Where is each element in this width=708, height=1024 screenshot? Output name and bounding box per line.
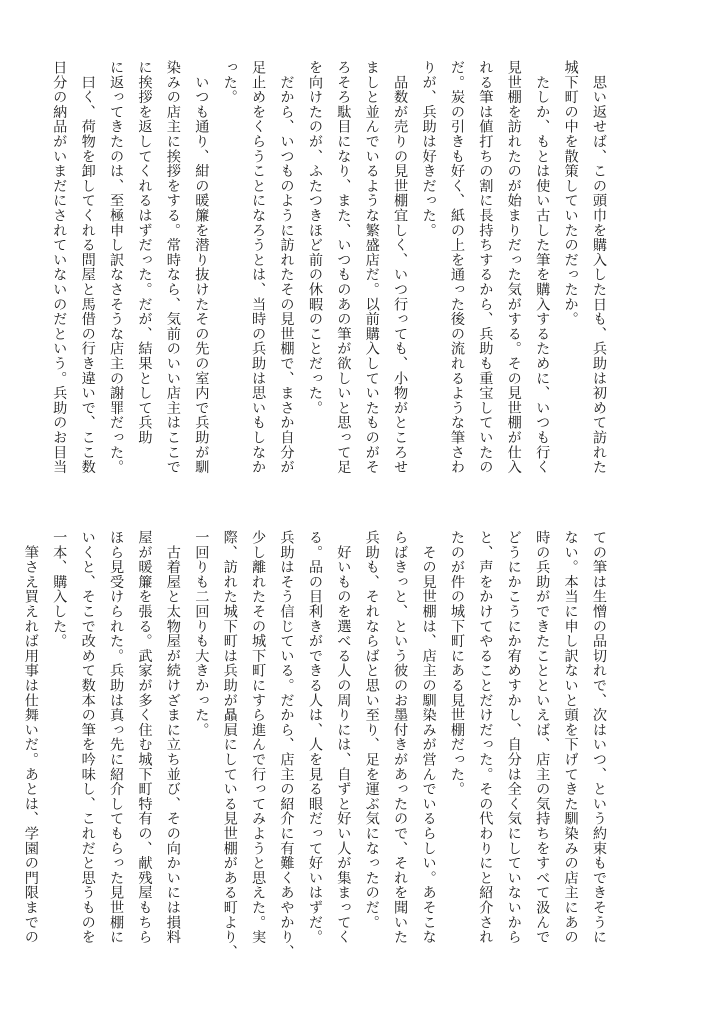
text-line: 時の兵助ができたことといえば、店主の気持ちをすべて汲んで [534,530,551,945]
text-line: と、声をかけてやることだけだった。その代わりにと紹介され [477,530,494,945]
text-line: れる筆は値打ちの割に長持ちするから、兵助も重宝していたの [477,60,494,475]
text-line: った。 [221,60,238,105]
text-line: 古着屋と太物屋が続けざまに立ち並び、その向かいには損料 [164,530,181,945]
text-line: る。品の目利きができる人は、人を見る眼だって好いはずだ。 [306,530,323,945]
text-line: ての筆は生憎の品切れで、次はいつ、という約束もできそうに [591,530,607,945]
text-line: 一回りも二回りも大きかった。 [193,530,210,738]
text-line: 一本、購入した。 [51,530,68,649]
text-line: 好いものを選べる人の周りには、自ずと好い人が集まってく [335,530,352,945]
text-line: 曰く、荷物を卸してくれる問屋と馬借の行き違いで、ここ数 [79,60,96,475]
text-line: だから、いつものように訪れたその見世棚で、まさか自分が [278,60,295,475]
text-line: 筆さえ買えれば用事は仕舞いだ。あとは、学園の門限までの [22,530,39,945]
text-line: らばきっと、という彼のお墨付きがあったので、それを聞いた [392,530,409,945]
text-line: 日分の納品がいまだにされていないのだという。兵助のお目当 [51,60,68,475]
text-line: いつも通り、紺の暖簾を潜り抜けたその先の室内で兵助が馴 [193,60,210,475]
text-line: を向けたのが、ふたつきほど前の休暇のことだった。 [306,60,323,416]
text-line: 屋が暖簾を張る。武家が多く住む城下町特有の、献残屋もちら [136,530,153,945]
text-line: 品数が売りの見世棚宜しく、いつ行っても、小物がところせ [392,60,409,475]
text-line: 兵助はそう信じている。だから、店主の紹介に有難くあやかり、 [278,530,295,960]
text-line: 染みの店主に挨拶をする。常時なら、気前のいい店主はここで [164,60,181,475]
text-line: ましと並んでいるような繁盛店だ。以前購入していたものがそ [363,60,380,475]
text-line: に挨拶を返してくれるはずだった。だが、結果として兵助 [136,60,153,445]
text-line: 際、訪れた城下町は兵助が贔屓にしている見世棚がある町より、 [221,530,238,960]
text-line: 思い返せば、この頭巾を購入した日も、兵助は初めて訪れた [591,60,607,475]
text-block-top [51,60,613,478]
text-line: その見世棚は、店主の馴染みが営んでいるらしい。あそこな [420,530,437,945]
text-line: ろそろ駄目になり、また、いつものあの筆が欲しいと思って足 [335,60,352,475]
text-line: 城下町の中を散策していたのだったか。 [562,60,579,327]
text-line: たのが件の城下町にある見世棚だった。 [448,530,465,797]
text-line: 見世棚を訪れたのが始まりだった気がする。その見世棚が仕入 [505,60,522,475]
text-line: どうにかこうにか宥めすかし、自分は全く気にしていないから [505,530,522,945]
text-line: ほら見受けられた。兵助は真っ先に紹介してもらった見世棚に [108,530,125,945]
text-line: 足止めをくらうことになろうとは、当時の兵助は思いもしなか [250,60,267,475]
text-line: りが、兵助は好きだった。 [420,60,437,238]
text-line: だ。炭の引きも好く、紙の上を通った後の流れるような筆さわ [448,60,465,475]
text-block-bottom [22,530,613,960]
text-line: いくと、そこで改めて数本の筆を吟味し、これだと思うものを [79,530,96,945]
text-line: たしか、もとは使い古した筆を購入するために、いつも行く [534,60,551,475]
text-line: 少し離れたその城下町にすら進んで行ってみようと思えた。実 [250,530,267,945]
text-line: に返ってきたのは、至極申し訳なさそうな店主の謝罪だった。 [108,60,125,475]
text-line: ない。本当に申し訳ないと頭を下げてきた馴染みの店主にあの [562,530,579,945]
text-line: 兵助も、それならばと思い至り、足を運ぶ気になったのだ。 [363,530,380,930]
